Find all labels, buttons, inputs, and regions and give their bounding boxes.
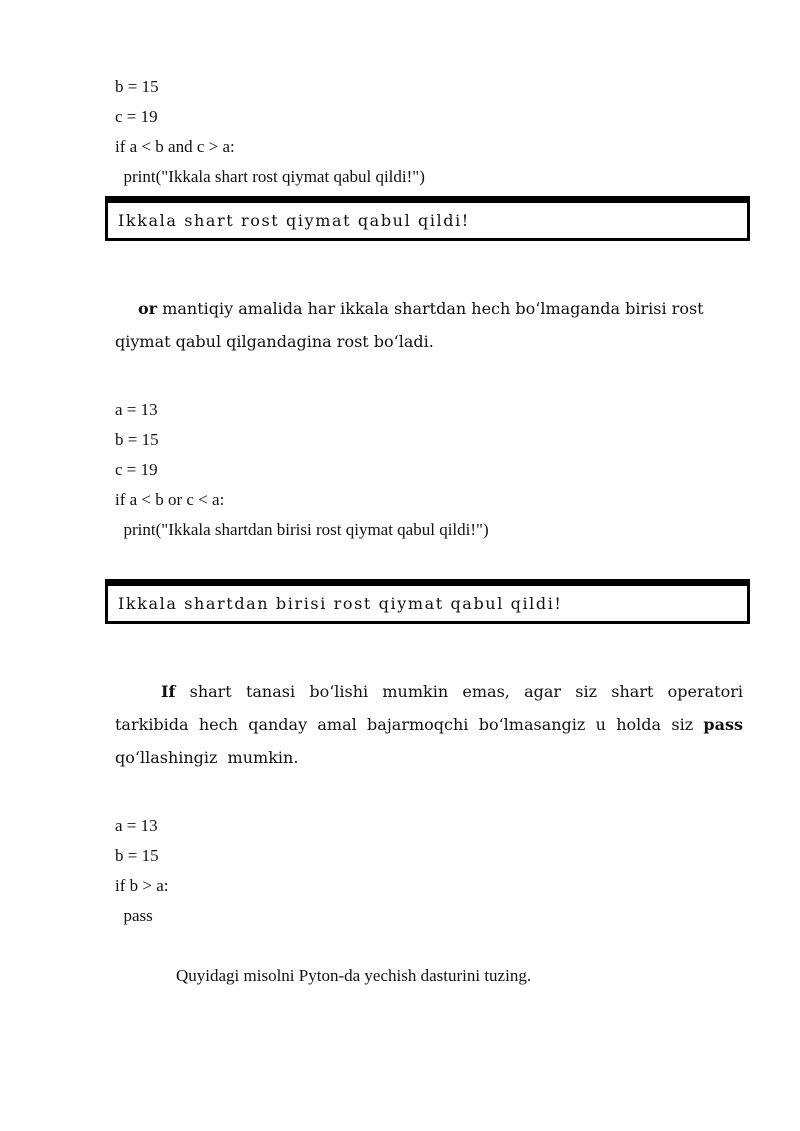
paragraph-text: shart tanasi bo‘lishi mumkin emas, agar siz shart operatori tarkibida hech qanday amal bajarmoqchi bo‘lmasangiz u holda siz xyxy=(115,682,743,734)
code-line: if a < b and c > a: xyxy=(115,137,235,156)
keyword-if: If xyxy=(161,682,176,701)
paragraph-text: qo‘llashingiz mumkin. xyxy=(115,748,299,767)
code-line: if b > a: xyxy=(115,876,169,895)
output-text: Ikkala shart rost qiymat qabul qildi! xyxy=(118,211,470,230)
code-line: b = 15 xyxy=(115,430,159,449)
keyword-pass: pass xyxy=(703,715,743,734)
paragraph-text: mantiqiy amalida har ikkala shartdan hech bo‘lmaganda birisi rost xyxy=(157,299,704,318)
task-text: Quyidagi misolni Pyton-da yechish dasturini tuzing. xyxy=(176,966,532,985)
code-line: c = 19 xyxy=(115,460,158,479)
output-box xyxy=(105,196,750,241)
keyword-or: or xyxy=(138,299,158,318)
output-text: Ikkala shartdan birisi rost qiymat qabul qildi! xyxy=(118,594,563,613)
code-line: print("Ikkala shartdan birisi rost qiymat qabul qildi!") xyxy=(115,520,489,539)
code-line: a = 13 xyxy=(115,400,158,419)
code-line: b = 15 xyxy=(115,846,159,865)
paragraph-pass xyxy=(115,675,743,774)
code-line: c = 19 xyxy=(115,107,158,126)
paragraph-text: qiymat qabul qilgandagina rost bo‘ladi. xyxy=(115,332,434,351)
output-box xyxy=(105,579,750,624)
code-line: a = 13 xyxy=(115,816,158,835)
code-line: if a < b or c < a: xyxy=(115,490,225,509)
code-line: pass xyxy=(115,906,153,925)
code-line: b = 15 xyxy=(115,77,159,96)
code-line: print("Ikkala shart rost qiymat qabul qildi!") xyxy=(115,167,425,186)
paragraph-or xyxy=(115,292,743,358)
